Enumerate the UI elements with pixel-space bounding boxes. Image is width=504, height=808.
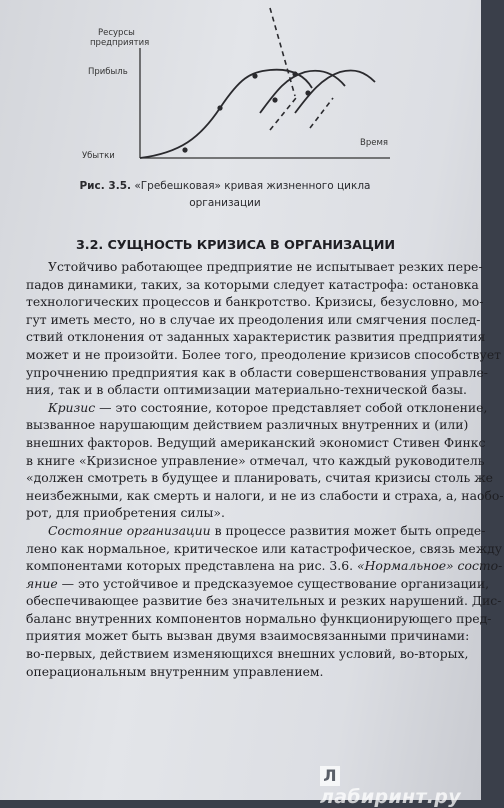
text-line: упрочнению предприятия как в области совершенствования управле- xyxy=(26,364,488,380)
curve-point xyxy=(252,73,257,78)
text-line xyxy=(26,399,486,417)
caption-number: Рис. 3.5. xyxy=(79,180,131,192)
y-axis-label-1: Ресурсы xyxy=(98,28,135,38)
text-line: лено как нормальное, критическое или катастрофическое, связь между xyxy=(26,540,503,556)
life-cycle-figure xyxy=(60,8,440,183)
text-line: внешних факторов. Ведущий американский экономист Стивен Финкс xyxy=(26,434,486,450)
text-line xyxy=(26,522,486,540)
caption-text: «Гребешковая» кривая жизненного цикла xyxy=(134,180,371,192)
text-fragment: — это состояние, которое представляет собой отклонение, xyxy=(95,399,488,415)
dashed-transition-1b xyxy=(270,98,296,130)
text-line: Устойчиво работающее предприятие не испытывает резких пере- xyxy=(48,259,483,274)
text-line: ния, так и в области оптимизации материально-технической базы. xyxy=(26,382,467,398)
text-line: может и не произойти. Более того, преодоление кризисов способствует xyxy=(26,346,502,362)
text-line xyxy=(26,575,490,593)
section-heading: 3.2. СУЩНОСТЬ КРИЗИСА В ОРГАНИЗАЦИИ xyxy=(76,238,395,253)
text-line xyxy=(26,557,503,575)
text-fragment: компонентами которых представлена на рис. 3.6. xyxy=(26,558,357,574)
x-axis-label: Время xyxy=(360,138,388,148)
text-line: рот, для приобретения силы». xyxy=(26,505,225,521)
dashed-transition-1 xyxy=(270,8,295,96)
text-line: технологических процессов и банкротство. Кризисы, безусловно, мо- xyxy=(26,294,484,310)
level-loss-label: Убытки xyxy=(82,151,115,161)
term-crisis: Кризис xyxy=(48,399,96,415)
curve-point xyxy=(292,71,297,76)
text-line: вызванное нарушающим действием различных внутренних и (или) xyxy=(26,417,469,433)
text-line: приятия может быть вызван двумя взаимосвязанными причинами: xyxy=(26,628,470,644)
text-line: операциональным внутренним управлением. xyxy=(26,663,324,679)
y-axis-label-2: предприятия xyxy=(90,38,150,48)
curve-point xyxy=(272,97,277,102)
text-fragment: в процессе развития может быть опреде- xyxy=(210,522,486,538)
text-line: во-первых, действием изменяющихся внешних условий, во-вторых, xyxy=(26,646,469,662)
term-normal: «Нормальное» состо- xyxy=(357,558,503,574)
labirint-watermark xyxy=(320,762,481,808)
curve-point xyxy=(217,105,222,110)
text-line: гут иметь место, но в случае их преодоления или смягчения послед- xyxy=(26,311,481,327)
scallop-curve-diagram xyxy=(60,8,440,183)
text-line: в книге «Кризисное управление» отмечал, что каждый руководитель xyxy=(26,452,485,468)
curve-point xyxy=(182,147,187,152)
curve-point xyxy=(305,90,310,95)
figure-caption xyxy=(60,178,390,212)
dashed-transition-2 xyxy=(310,98,333,128)
level-profit-label: Прибыль xyxy=(88,67,128,77)
text-line: неизбежными, как смерть и налоги, и не из слабости и страха, а, наобо- xyxy=(26,487,504,503)
text-line: «должен смотреть в будущее и планировать, считая кризисы столь же xyxy=(26,470,493,486)
text-line: обеспечивающее развитие без значительных и резких нарушений. Дис- xyxy=(26,593,502,609)
text-line: баланс внутренних компонентов нормально функционирующего пред- xyxy=(26,610,492,626)
watermark-text: лабиринт.ру xyxy=(320,786,461,808)
term-state: Состояние организации xyxy=(48,522,211,538)
body-text xyxy=(26,258,504,680)
term-normal-end: яние xyxy=(26,575,58,591)
text-line: падов динамики, таких, за которыми следует катастрофа: остановка xyxy=(26,276,479,292)
caption-line2: организации xyxy=(189,197,261,209)
text-line: ствий отклонения от заданных характеристик развития предприятия xyxy=(26,329,486,345)
text-fragment: — это устойчивое и предсказуемое существование организации, xyxy=(57,575,490,591)
labirint-logo-icon: Л xyxy=(320,766,340,786)
